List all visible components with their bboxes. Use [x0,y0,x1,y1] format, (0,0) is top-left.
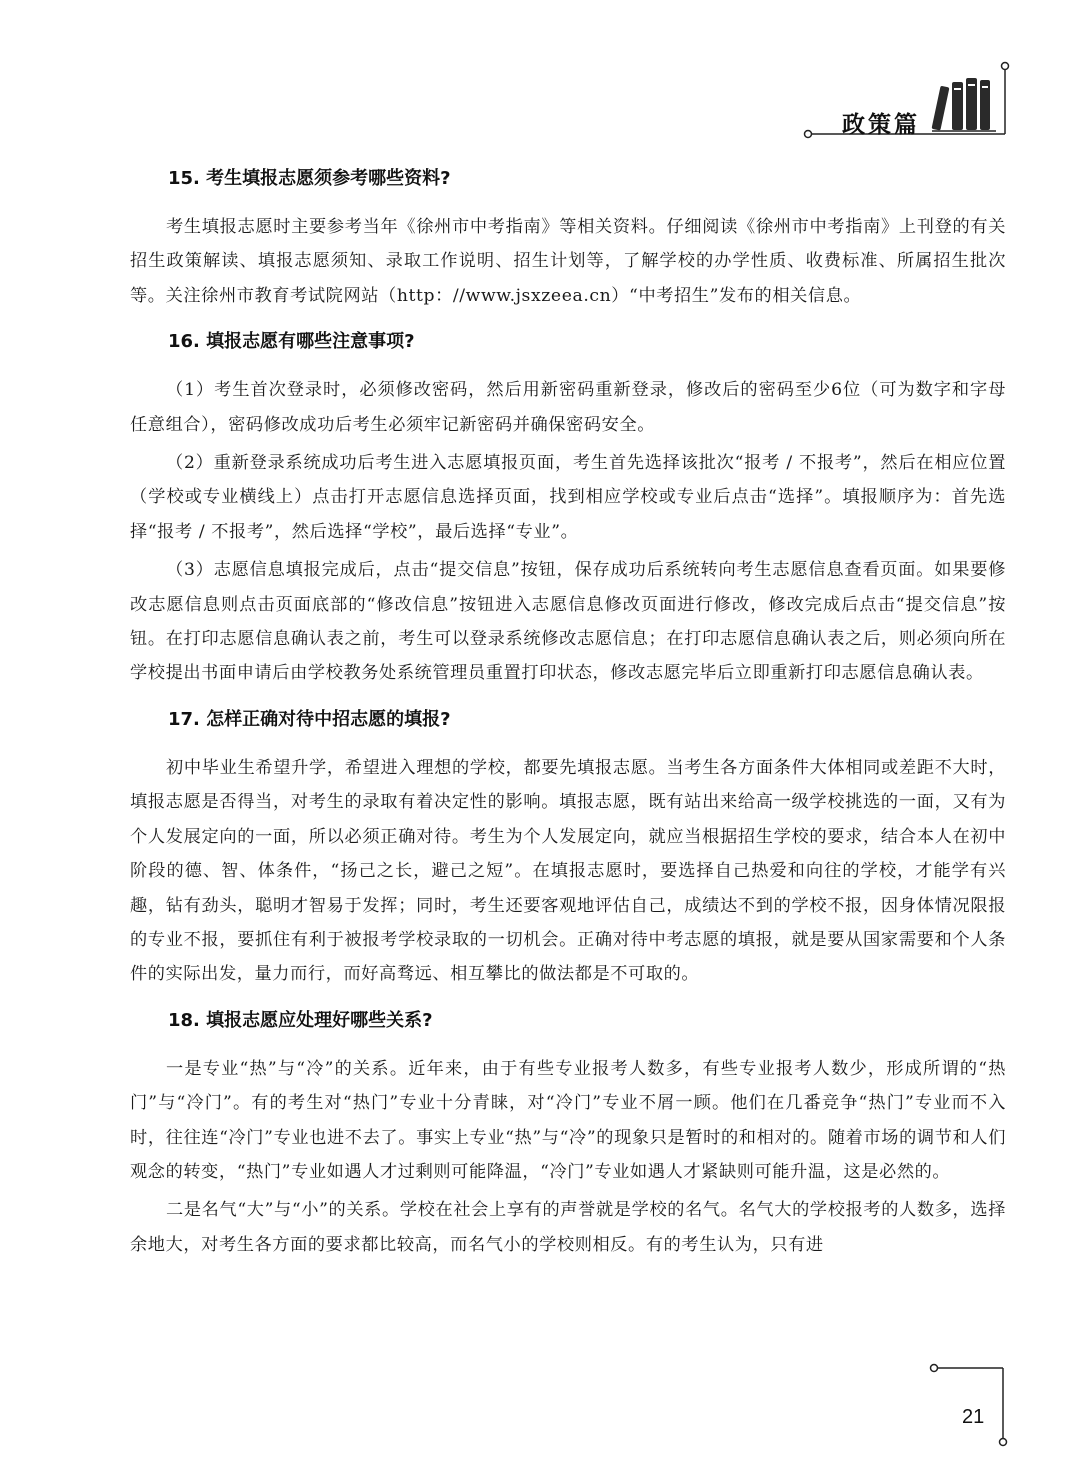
paragraph: 二是名气“大”与“小”的关系。学校在社会上享有的声誉就是学校的名气。名气大的学校报考的人数多，选择余地大，对考生各方面的要求都比较高，而名气小的学校则相反。有的考生认为，只有进 [130,1200,1006,1255]
question-title: 18. 填报志愿应处理好哪些关系? [168,1009,433,1031]
paragraph: （3）志愿信息填报完成后，点击“提交信息”按钮，保存成功后系统转向考生志愿信息查看页面。如果要修改志愿信息则点击页面底部的“修改信息”按钮进入志愿信息修改页面进行修改，修改完成后点击“提交信息”按钮。在打印志愿信息确认表之前，考生可以登录系统修改志愿信息；在打印志愿信息确认表之后，则必须向所在学校提出书面申请后由学校教务处系统管理员重置打印状态，修改志愿完毕后立即重新打印志愿信息确认表。 [130,560,1006,684]
page-content [130,162,1006,1266]
question-title: 17. 怎样正确对待中招志愿的填报? [168,708,451,730]
footer-ornament [0,1120,1080,1466]
paragraph: （2）重新登录系统成功后考生进入志愿填报页面，考生首先选择该批次“报考 / 不报考”，然后在相应位置（学校或专业横线上）点击打开志愿信息选择页面，找到相应学校或专业后点击“选择”。填报顺序为：首先选择“报考 / 不报考”，然后选择“学校”，最后选择“专业”。 [130,453,1006,542]
section-name: 政策篇 [842,111,920,138]
page-number: 21 [962,1406,985,1428]
paragraph: 一是专业“热”与“冷”的关系。近年来，由于有些专业报考人数多，有些专业报考人数少，形成所谓的“热门”与“冷门”。有的考生对“热门”专业十分青睐，对“冷门”专业不屑一顾。他们在几番竞争“热门”专业而不入时，往往连“冷门”专业也进不去了。事实上专业“热”与“冷”的现象只是暂时的和相对的。随着市场的调节和人们观念的转变，“热门”专业如遇人才过剩则可能降温，“冷门”专业如遇人才紧缺则可能升温，这是必然的。 [130,1058,1006,1182]
paragraph: （1）考生首次登录时，必须修改密码，然后用新密码重新登录，修改后的密码至少6位（可为数字和字母任意组合），密码修改成功后考生必须牢记新密码并确保密码安全。 [130,380,1006,435]
page-footer [0,1120,1080,1466]
question-title: 16. 填报志愿有哪些注意事项? [168,331,415,353]
paragraph: 初中毕业生希望升学，希望进入理想的学校，都要先填报志愿。当考生各方面条件大体相同或差距不大时，填报志愿是否得当，对考生的录取有着决定性的影响。填报志愿，既有站出来给高一级学校挑选的一面，又有为个人发展定向的一面，所以必须正确对待。考生为个人发展定向，就应当根据招生学校的要求，结合本人在初中阶段的德、智、体条件，“扬己之长，避己之短”。在填报志愿时，要选择自己热爱和向往的学校，才能学有兴趣，钻有劲头，聪明才智易于发挥；同时，考生还要客观地评估自己，成绩达不到的学校不报，因身体情况限报的专业不报，要抓住有利于被报考学校录取的一切机会。正确对待中考志愿的填报，就是要从国家需要和个人条件的实际出发，量力而行，而好高骛远、相互攀比的做法都是不可取的。 [130,757,1006,985]
page-header [0,0,1080,150]
question-title: 15. 考生填报志愿须参考哪些资料? [168,168,451,189]
books-icon [928,68,1008,138]
paragraph: 考生填报志愿时主要参考当年《徐州市中考指南》等相关资料。仔细阅读《徐州市中考指南》上刊登的有关招生政策解读、填报志愿须知、录取工作说明、招生计划等，了解学校的办学性质、收费标准、所属招生批次等。关注徐州市教育考试院网站（http：//www.jsxzeea.cn）“中考招生”发布的相关信息。 [130,217,1006,306]
